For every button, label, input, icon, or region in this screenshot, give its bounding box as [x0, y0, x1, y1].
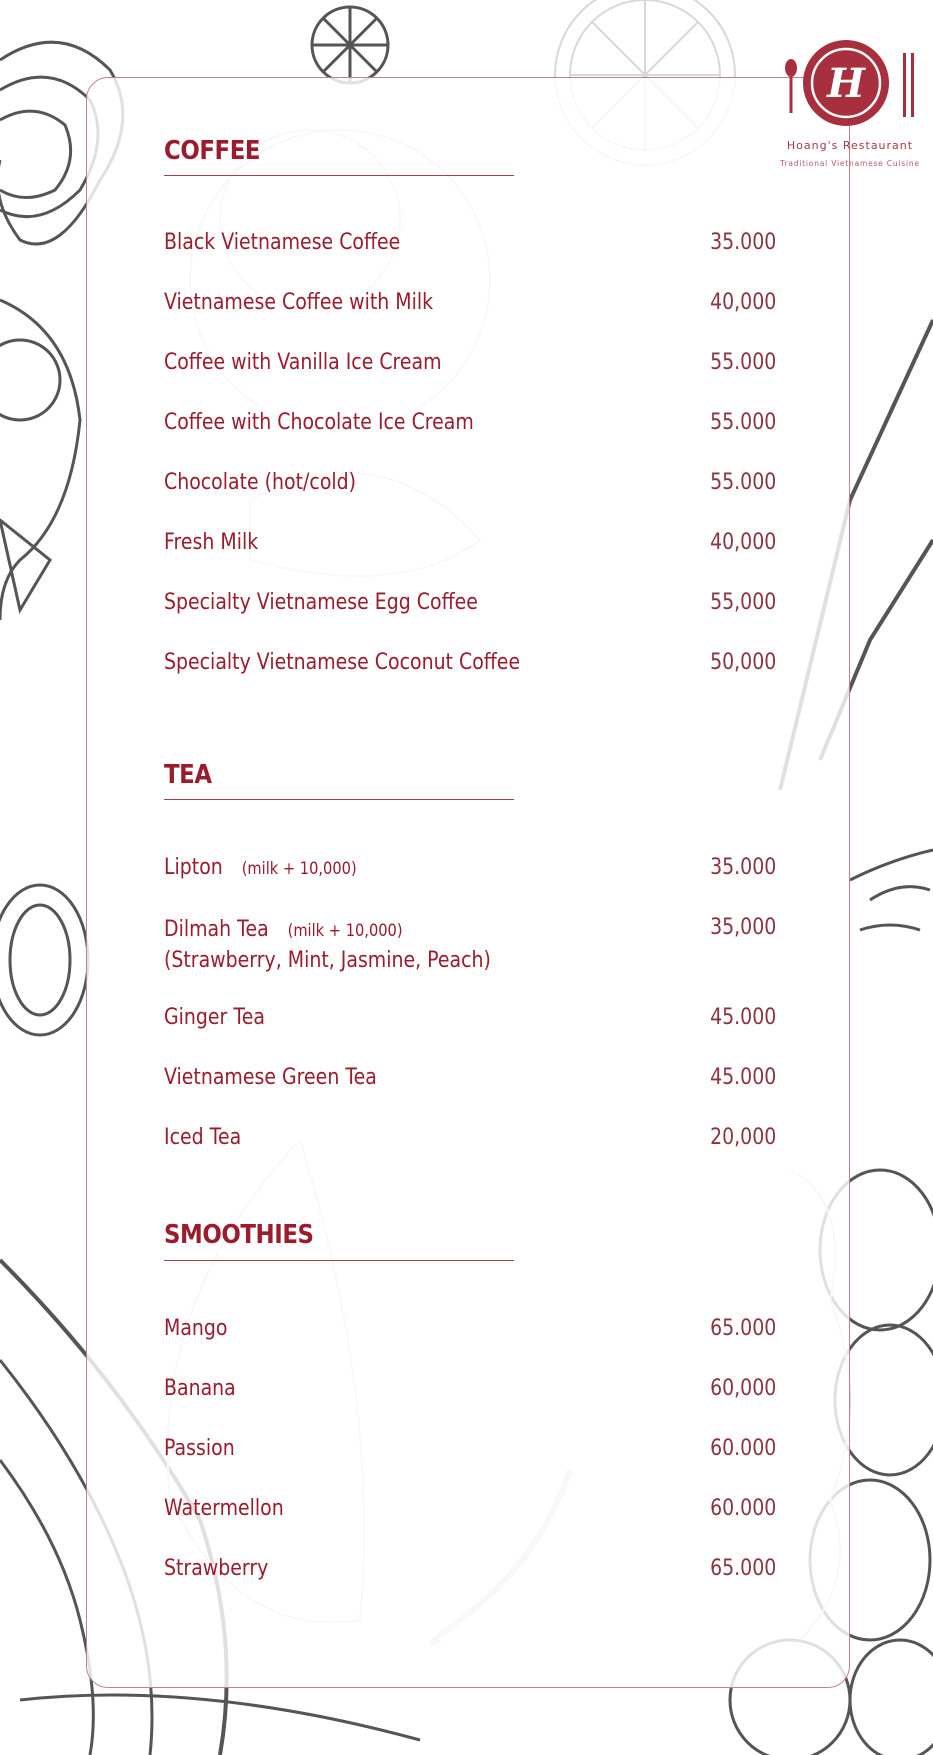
restaurant-tagline: Traditional Vietnamese Cuisine — [780, 159, 920, 168]
menu-item-price: 40,000 — [710, 530, 777, 555]
menu-item-price: 65.000 — [710, 1316, 777, 1341]
menu-item-flavors: (Strawberry, Mint, Jasmine, Peach) — [164, 948, 491, 973]
section-divider — [164, 1260, 514, 1261]
plate-cutlery-icon — [770, 35, 930, 135]
menu-item-name: Fresh Milk — [164, 530, 259, 555]
menu-item-price: 35.000 — [710, 230, 777, 255]
menu-item-price: 35.000 — [710, 855, 777, 880]
menu-item-price: 20,000 — [710, 1125, 777, 1150]
menu-item-name: Mango — [164, 1316, 228, 1341]
menu-item-price: 55,000 — [710, 590, 777, 615]
restaurant-logo — [770, 35, 930, 175]
menu-item-price: 55.000 — [710, 470, 777, 495]
menu-item-price: 60,000 — [710, 1376, 777, 1401]
menu-item-price: 55.000 — [710, 350, 777, 375]
menu-item-name: Specialty Vietnamese Egg Coffee — [164, 590, 478, 615]
svg-text:H: H — [827, 60, 865, 107]
menu-item-price: 50,000 — [710, 650, 777, 675]
menu-item-price: 55.000 — [710, 410, 777, 435]
menu-item-name: Coffee with Chocolate Ice Cream — [164, 410, 474, 435]
menu-item-price: 45.000 — [710, 1005, 777, 1030]
menu-item-name — [164, 855, 357, 880]
restaurant-name: Hoang's Restaurant — [786, 139, 914, 152]
menu-item-name: Strawberry — [164, 1556, 269, 1581]
menu-item-label: Dilmah Tea — [164, 917, 269, 942]
section-divider — [164, 799, 514, 800]
menu-item-price: 45.000 — [710, 1065, 777, 1090]
menu-item-price: 60.000 — [710, 1436, 777, 1461]
menu-item-name: Passion — [164, 1436, 235, 1461]
menu-item-name: Specialty Vietnamese Coconut Coffee — [164, 650, 521, 675]
section-title-smoothies: SMOOTHIES — [164, 1220, 314, 1250]
menu-item-price: 40,000 — [710, 290, 777, 315]
menu-item-name: Black Vietnamese Coffee — [164, 230, 401, 255]
menu-item-price: 60.000 — [710, 1496, 777, 1521]
section-divider — [164, 175, 514, 176]
menu-item-name: Coffee with Vanilla Ice Cream — [164, 350, 442, 375]
menu-item-name: Iced Tea — [164, 1125, 242, 1150]
menu-item-price: 35,000 — [710, 915, 777, 940]
section-title-tea: TEA — [164, 760, 212, 790]
menu-item-name: Watermellon — [164, 1496, 284, 1521]
section-title-coffee: COFFEE — [164, 136, 261, 166]
menu-item-name: Chocolate (hot/cold) — [164, 470, 357, 495]
menu-item-price: 65.000 — [710, 1556, 777, 1581]
menu-item-name — [164, 915, 491, 976]
menu-item-note: (milk + 10,000) — [241, 859, 357, 879]
menu-item-note: (milk + 10,000) — [287, 921, 403, 941]
menu-item-name: Vietnamese Green Tea — [164, 1065, 377, 1090]
menu-item-name: Banana — [164, 1376, 236, 1401]
menu-item-name: Vietnamese Coffee with Milk — [164, 290, 434, 315]
menu-item-name: Ginger Tea — [164, 1005, 265, 1030]
menu-item-label: Lipton — [164, 855, 223, 880]
